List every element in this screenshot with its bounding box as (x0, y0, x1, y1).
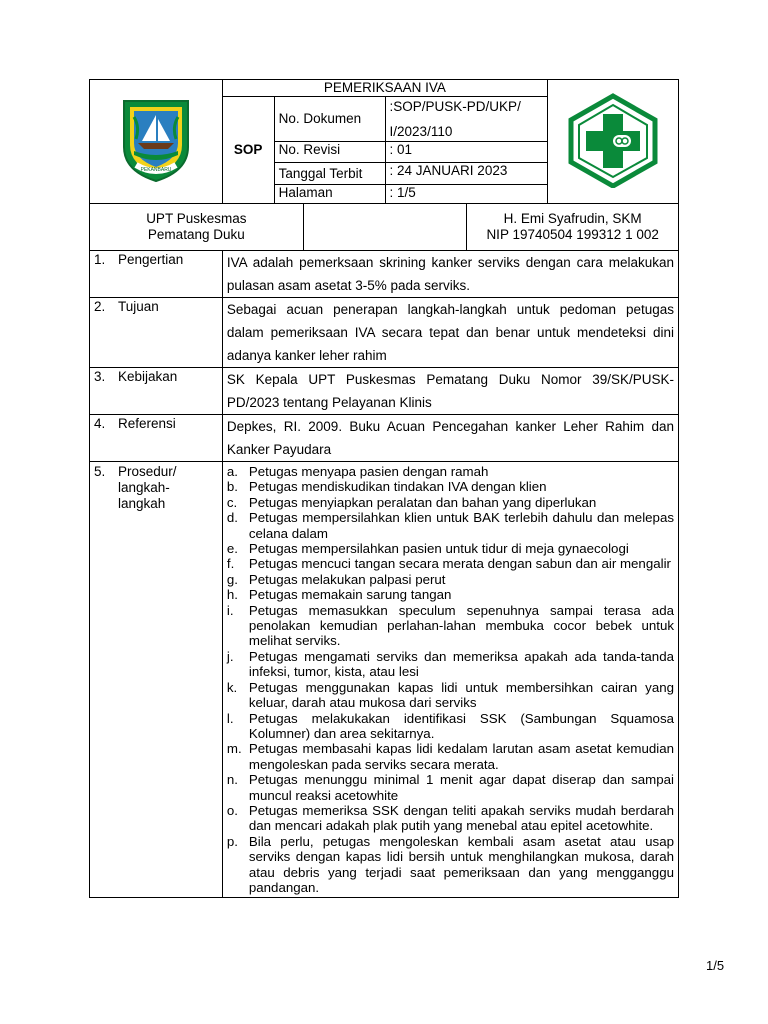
section-label-cell: 3. Kebijakan (90, 368, 223, 415)
step-letter: f. (226, 556, 235, 572)
step-letter: n. (226, 772, 238, 788)
section-label: Tujuan (118, 299, 159, 314)
section-row (90, 368, 679, 415)
no-dokumen-value-line1: :SOP/PUSK-PD/UKP/ (389, 99, 521, 114)
step-text: Petugas memeriksa SSK dengan teliti apakah serviks mudah berdarah dan mencari adakah plak putih yang menebal atau epitel acetowhite. (248, 802, 674, 834)
org-line2: Pematang Duku (147, 227, 245, 242)
step-text: Petugas memakain sarung tangan (248, 587, 452, 603)
signature-blank-cell (303, 204, 467, 251)
signatory-name: H. Emi Syafrudin, SKM (503, 211, 642, 226)
section-label: Referensi (118, 416, 176, 431)
procedure-step (227, 495, 674, 510)
step-text: Petugas melakukan palpasi perut (248, 571, 446, 587)
procedure-label-line1: Prosedur/ (118, 464, 177, 479)
signatory-cell (467, 204, 679, 251)
section-text: SK Kepala UPT Puskesmas Pematang Duku Nomor 39/SK/PUSK-PD/2023 tentang Pelayanan Klinis (222, 368, 678, 415)
step-text: Petugas mencuci tangan secara merata dengan sabun dan air mengalir (248, 556, 671, 572)
section-text: Depkes, RI. 2009. Buku Acuan Pencegahan kanker Leher Rahim dan Kanker Payudara (222, 415, 678, 462)
procedure-label-line3: langkah (118, 496, 166, 511)
step-letter: h. (226, 587, 238, 603)
no-dokumen-value-line2: I/2023/110 (389, 124, 453, 139)
step-text: Petugas mempersilahkan pasien untuk tidur di meja gynaecologi (248, 541, 629, 557)
no-revisi-label: No. Revisi (274, 142, 385, 163)
procedure-step (227, 680, 674, 711)
no-dokumen-label: No. Dokumen (274, 97, 385, 142)
step-letter: e. (226, 541, 238, 557)
step-text: Bila perlu, petugas mengoleskan kembali asam asetat atau usap serviks dengan kapas lidi bersih untuk menghilangkan mukosa, darah atau debris yang terjadi saat pemeriksaan dan yang mengganggu pandangan. (248, 833, 674, 895)
procedure-step (227, 572, 674, 587)
sop-document (89, 79, 679, 898)
section-label-cell: 2. Tujuan (90, 298, 223, 368)
sop-label: SOP (222, 97, 274, 204)
section-label-cell: 1. Pengertian (90, 251, 223, 298)
step-letter: d. (226, 510, 238, 526)
step-letter: g. (226, 571, 238, 587)
step-letter: m. (226, 741, 242, 757)
step-text: Petugas memasukkan speculum sepenuhnya sampai terasa ada penolakan kemudian perlahan-lahan membuka cocor bebek untuk melihat serviks. (248, 602, 674, 649)
procedure-step (227, 603, 674, 649)
step-letter: o. (226, 802, 238, 818)
step-text: Petugas mengamati serviks dan memeriksa apakah ada tanda-tanda infeksi, tumor, kista, atau lesi (248, 648, 674, 680)
step-letter: j. (226, 648, 234, 664)
body-table (89, 250, 679, 898)
header-table (89, 79, 679, 204)
procedure-step (227, 556, 674, 571)
right-logo-cell (548, 80, 679, 204)
step-text: Petugas mendiskudikan tindakan IVA dengan klien (248, 479, 547, 495)
procedure-step (227, 772, 674, 803)
step-text: Petugas menyiapkan peralatan dan bahan yang diperlukan (248, 494, 597, 510)
regional-emblem-logo (120, 97, 192, 183)
procedure-step (227, 834, 674, 896)
org-line1: UPT Puskesmas (146, 211, 247, 226)
procedure-step (227, 649, 674, 680)
step-text: Petugas melakukakan identifikasi SSK (Sambungan Squamosa Kolumner) dan area sekitarnya. (248, 710, 674, 741)
halaman-value: : 1/5 (385, 185, 548, 204)
step-letter: b. (226, 479, 238, 495)
procedure-row (90, 462, 679, 898)
step-letter: l. (226, 710, 234, 726)
section-row (90, 415, 679, 462)
section-text: IVA adalah pemerksaan skrining kanker serviks dengan cara melakukan pulasan asam asetat 3-5% pada serviks. (222, 251, 678, 298)
page-number: 1/5 (706, 958, 725, 973)
step-letter: p. (226, 833, 238, 849)
procedure-step (227, 711, 674, 742)
step-text: Petugas membasahi kapas lidi kedalam larutan asam asetat kemudian mengoleskan pada serviks secara merata. (248, 741, 674, 772)
procedure-step (227, 803, 674, 834)
logo-lettering: PEKANBARU (140, 166, 172, 173)
step-letter: a. (226, 464, 238, 479)
step-letter: c. (226, 494, 238, 510)
organization-cell (90, 204, 304, 251)
left-logo-cell (90, 80, 223, 204)
section-text: Sebagai acuan penerapan langkah-langkah untuk pedoman petugas dalam pemeriksaan IVA secara tepat dan benar untuk mendeteksi dini adanya kanker leher rahim (222, 298, 678, 368)
section-label-cell: 4. Referensi (90, 415, 223, 462)
tanggal-terbit-value: : 24 JANUARI 2023 (385, 163, 548, 185)
step-text: Petugas menunggu minimal 1 menit agar dapat diserap dan sampai muncul reaksi acetowhite (248, 772, 674, 803)
procedure-step (227, 741, 674, 772)
step-text: Petugas menyapa pasien dengan ramah (248, 464, 489, 479)
procedure-steps-list (227, 464, 674, 895)
no-revisi-value: : 01 (385, 142, 548, 163)
puskesmas-logo (565, 92, 661, 188)
procedure-step (227, 587, 674, 602)
step-letter: i. (226, 602, 234, 618)
step-letter: k. (226, 679, 238, 695)
step-text: Petugas mempersilahkan klien untuk BAK terlebih dahulu dan melepas celana dalam (248, 510, 674, 541)
section-row (90, 251, 679, 298)
section-row (90, 298, 679, 368)
signature-table (89, 203, 679, 251)
section-label: Kebijakan (118, 369, 178, 384)
procedure-step (227, 479, 674, 494)
procedure-label-line2: langkah- (118, 480, 170, 495)
halaman-label: Halaman (274, 185, 385, 204)
tanggal-terbit-label: Tanggal Terbit (274, 163, 385, 185)
procedure-label-cell: 5. Prosedur/ langkah- langkah (90, 462, 223, 898)
procedure-step (227, 541, 674, 556)
procedure-step (227, 510, 674, 541)
document-title: PEMERIKSAAN IVA (222, 80, 547, 97)
no-dokumen-value (385, 97, 548, 142)
section-label: Pengertian (118, 252, 184, 267)
signatory-nip: NIP 19740504 199312 1 002 (486, 227, 659, 242)
procedure-steps-cell (222, 462, 678, 898)
procedure-step (227, 464, 674, 479)
step-text: Petugas menggunakan kapas lidi untuk membersihkan cairan yang keluar, darah atau mukosa dari serviks (248, 679, 674, 711)
